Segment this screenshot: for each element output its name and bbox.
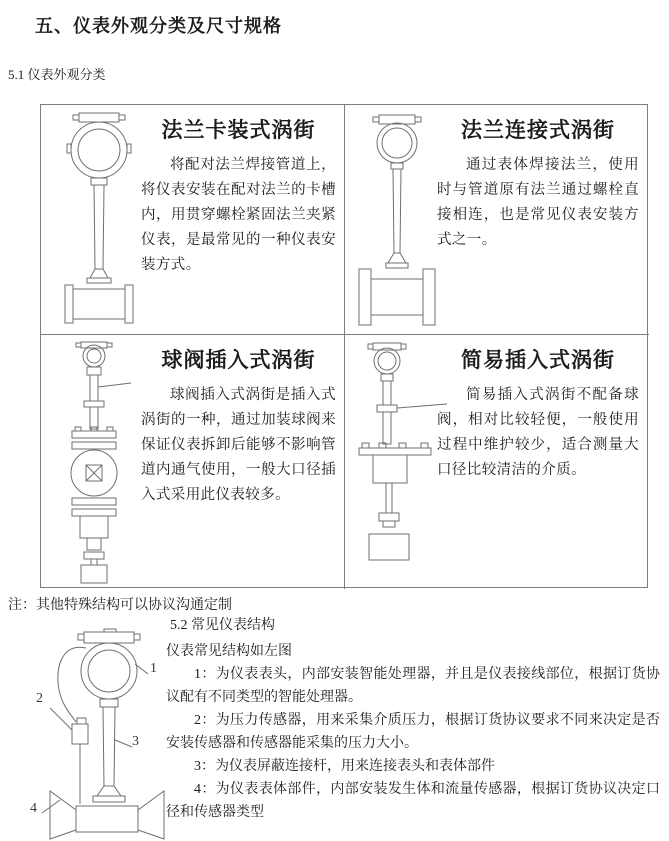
ball-valve-insertion-vortex-flowmeter-drawing [55, 340, 141, 586]
cell-content [437, 335, 639, 589]
classification-table [40, 104, 648, 588]
callout-label-4: 4 [30, 801, 37, 816]
cell-title: 法兰卡装式涡街 [161, 118, 316, 142]
table-cell-ball-valve-insertion [41, 335, 345, 589]
structure-item-1: 1：为仪表表头，内部安装智能处理器，并且是仪表接线部位，根据订货协议配有不同类型的智能处理器。 [166, 667, 660, 705]
meter-structure-diagram [20, 628, 170, 840]
structure-item-4: 4：为仪表表体部件，内部安装发生体和流量传感器，根据订货协议决定口径和传感器类型 [166, 782, 660, 820]
cell-content [141, 335, 336, 589]
table-cell-simple-insertion [345, 335, 649, 589]
structure-intro: 仪表常见结构如左图 [166, 644, 292, 659]
structure-description-block [166, 640, 660, 824]
cell-title: 球阀插入式涡街 [161, 348, 316, 372]
cell-content [437, 105, 639, 334]
cell-description: 球阀插入式涡街是插入式涡街的一种，通过加装球阀来保证仪表拆卸后能够不影响管道内通气使用，一般大口径插入式采用此仪表较多。 [141, 387, 336, 503]
structure-item-2: 2：为压力传感器，用来采集介质压力，根据订货协议要求不同来决定是否安装传感器和传感器能采集的压力大小。 [166, 713, 660, 751]
section-5-1-heading: 5.1 仪表外观分类 [8, 67, 106, 82]
cell-content [141, 105, 336, 334]
flange-clamp-vortex-flowmeter-drawing [57, 111, 141, 327]
flange-connection-vortex-flowmeter-drawing [353, 113, 445, 331]
cell-title: 法兰连接式涡街 [461, 118, 615, 142]
callout-label-2: 2 [36, 691, 43, 706]
custom-structure-note: 注：其他特殊结构可以协议沟通定制 [8, 598, 232, 613]
cell-description: 通过表体焊接法兰，使用时与管道原有法兰通过螺栓直接相连，也是常见仪表安装方式之一。 [437, 157, 639, 248]
cell-title: 简易插入式涡街 [461, 348, 615, 372]
structure-item-3: 3：为仪表屏蔽连接杆，用来连接表头和表体部件 [194, 759, 495, 774]
callout-label-1: 1 [150, 661, 157, 676]
table-cell-flange-connection [345, 105, 649, 335]
section-5-2-heading: 5.2 常见仪表结构 [170, 618, 275, 633]
cell-description: 将配对法兰焊接管道上，将仪表安装在配对法兰的卡槽内，用贯穿螺栓紧固法兰夹紧仪表，是最常见的一种仪表安装方式。 [141, 157, 336, 273]
callout-label-3: 3 [132, 734, 139, 749]
table-cell-flange-clamp [41, 105, 345, 335]
page-title: 五、仪表外观分类及尺寸规格 [35, 16, 282, 36]
cell-description: 简易插入式涡街不配备球阀，相对比较轻便，一般使用过程中维护较少，适合测量大口径比较清洁的介质。 [437, 387, 639, 478]
